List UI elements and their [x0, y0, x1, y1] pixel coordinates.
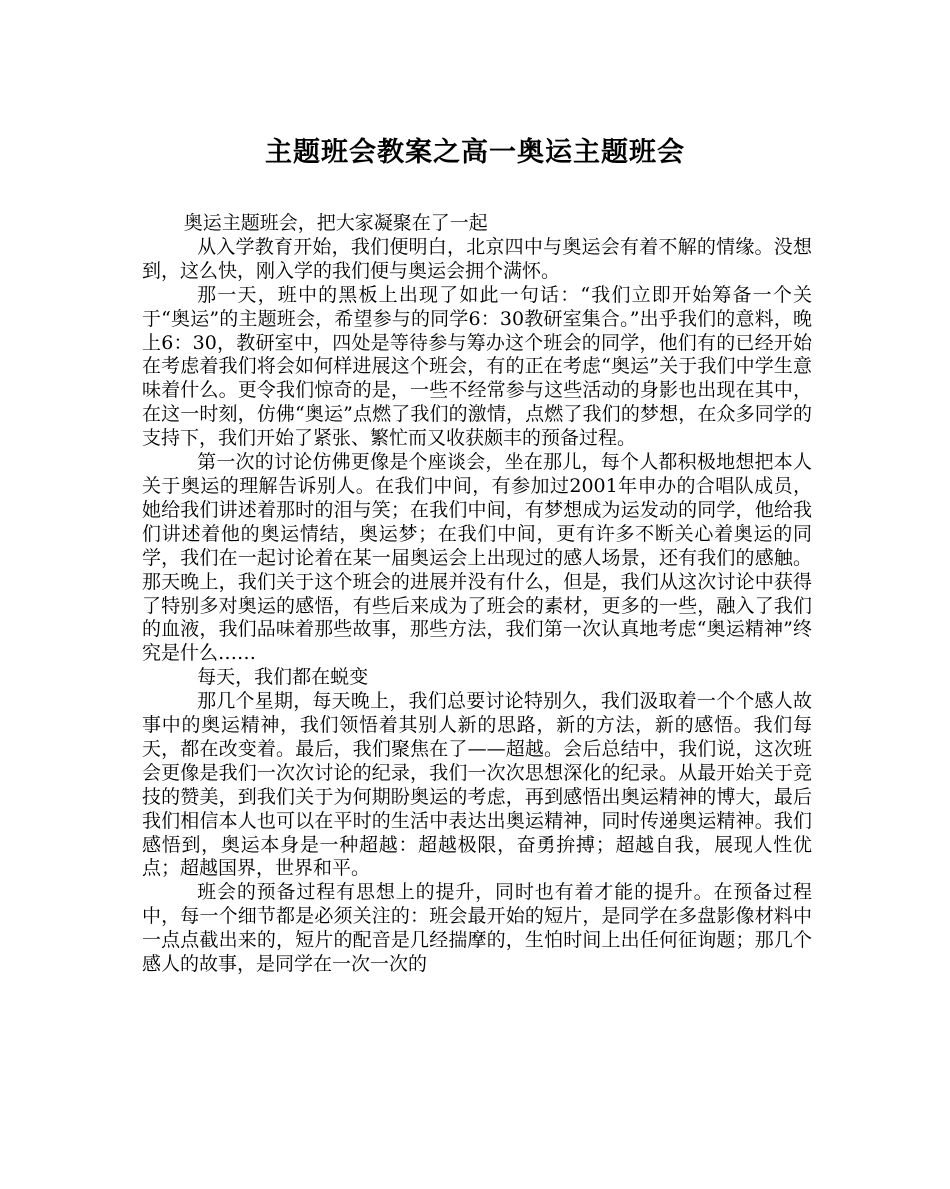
paragraph: 那几个星期，每天晚上，我们总要讨论特别久，我们汲取着一个个感人故事中的奥运精神，我们领悟着其别人新的思路，新的方法，新的感悟。我们每天，都在改变着。最后，我们聚焦在了——超越。会后总结中，我们说，这次班会更像是我们一次次讨论的纪录，我们一次次思想深化的纪录。从最开始关于竞技的赞美，到我们关于为何期盼奥运的考虑，再到感悟出奥运精神的博大，最后我们相信本人也可以在平时的生活中表达出奥运精神，同时传递奥运精神。我们感悟到，奥运本身是一种超越：超越极限，奋勇拚搏；超越自我，展现人性优点；超越国界，世界和平。 — [142, 690, 812, 880]
paragraph: 那一天，班中的黑板上出现了如此一句话：“我们立即开始筹备一个关于“奥运”的主题班会，希望参与的同学6：30教研室集合。”出乎我们的意料，晚上6：30，教研室中，四处是等待参与筹办这个班会的同学，他们有的已经开始在考虑着我们将会如何样进展这个班会，有的正在考虑“奥运”关于我们中学生意味着什么。更令我们惊奇的是，一些不经常参与这些活动的身影也出现在其中，在这一时刻，仿佛“奥运”点燃了我们的激情，点燃了我们的梦想，在众多同学的支持下，我们开始了紧张、繁忙而又收获颇丰的预备过程。 — [142, 283, 812, 450]
paragraph: 第一次的讨论仿佛更像是个座谈会，坐在那儿，每个人都积极地想把本人关于奥运的理解告诉别人。在我们中间，有参加过2001年申办的合唱队成员，她给我们讲述着那时的泪与笑；在我们中间，有梦想成为运发动的同学，他给我们讲述着他的奥运情结，奥运梦；在我们中间，更有许多不断关心着奥运的同学，我们在一起讨论着在某一届奥运会上出现过的感人场景，还有我们的感触。那天晚上，我们关于这个班会的进展并没有什么，但是，我们从这次讨论中获得了特别多对奥运的感悟，有些后来成为了班会的素材，更多的一些，融入了我们的血液，我们品味着那些故事，那些方法，我们第一次认真地考虑“奥运精神”终究是什么…… — [142, 451, 812, 665]
paragraph: 从入学教育开始，我们便明白，北京四中与奥运会有着不解的情缘。没想到，这么快，刚入学的我们便与奥运会拥个满怀。 — [142, 235, 812, 282]
document-title: 主题班会教案之高一奥运主题班会 — [265, 137, 685, 168]
paragraph: 班会的预备过程有思想上的提升，同时也有着才能的提升。在预备过程中，每一个细节都是必须关注的：班会最开始的短片，是同学在多盘影像材料中一点点截出来的，短片的配音是几经揣摩的，生怕时间上出任何征询题；那几个感人的故事，是同学在一次一次的 — [142, 881, 812, 976]
document-body — [142, 212, 812, 977]
paragraph-subheading-1: 奥运主题班会，把大家凝聚在了一起 — [183, 212, 488, 234]
paragraph-subheading-2: 每天，我们都在蜕变 — [197, 666, 369, 689]
